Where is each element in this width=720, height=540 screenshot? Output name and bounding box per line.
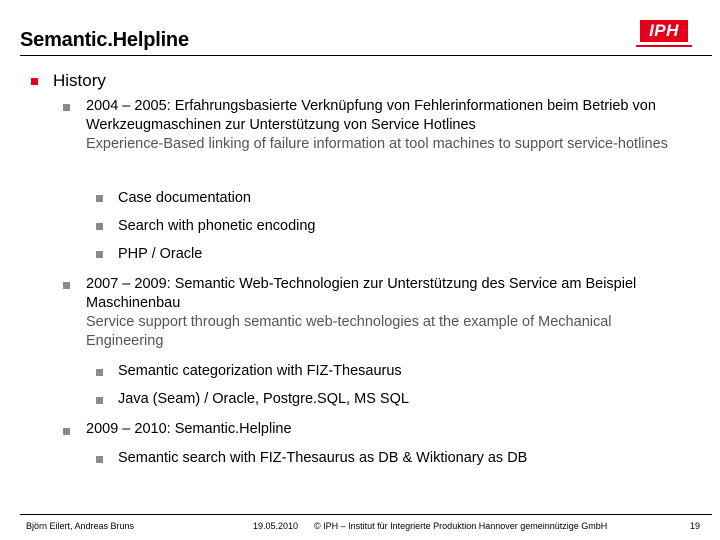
section-title: History (53, 71, 106, 90)
history-item-2-de: 2007 – 2009: Semantic Web-Technologien zur Unterstützung des Service am Beispiel Maschinenbau (86, 276, 637, 311)
history-item-1 (86, 97, 686, 154)
bullet-square-icon (96, 456, 103, 463)
title-rule (20, 55, 712, 56)
bullet-square-icon (63, 428, 70, 435)
footer-date: 19.05.2010 (253, 521, 299, 531)
bullet-square-icon (63, 282, 70, 289)
bullet-square-icon (96, 397, 103, 404)
logo-underline (636, 45, 692, 47)
subitem: Semantic categorization with FIZ-Thesaurus (118, 363, 402, 379)
bullet-square-icon (96, 369, 103, 376)
history-item-1-de: 2004 – 2005: Erfahrungsbasierte Verknüpfung von Fehlerinformationen beim Betrieb von Werkzeugmaschinen zur Unterstützung von Service Hotlines (86, 98, 656, 133)
footer-rule (20, 514, 712, 515)
history-item-2 (86, 275, 686, 351)
bullet-square-icon (31, 78, 38, 85)
footer-copyright: © IPH – Institut für Integrierte Produktion Hannover gemeinnützige GmbH (314, 521, 608, 531)
slide-title: Semantic.Helpline (20, 29, 189, 51)
subitem: Java (Seam) / Oracle, Postgre.SQL, MS SQL (118, 391, 409, 407)
subitem: Case documentation (118, 190, 251, 206)
iph-logo: IPH (640, 20, 688, 42)
history-item-3-de: 2009 – 2010: Semantic.Helpline (86, 421, 292, 437)
bullet-square-icon (96, 251, 103, 258)
history-item-1-en: Experience-Based linking of failure information at tool machines to support service-hotlines (86, 136, 668, 152)
subitem: Search with phonetic encoding (118, 218, 316, 234)
footer-authors: Björn Eilert, Andreas Bruns (26, 521, 135, 531)
bullet-square-icon (96, 195, 103, 202)
bullet-square-icon (63, 104, 70, 111)
subitem: PHP / Oracle (118, 246, 203, 262)
subitem: Semantic search with FIZ-Thesaurus as DB & Wiktionary as DB (118, 450, 528, 466)
history-item-3 (86, 420, 686, 439)
bullet-square-icon (96, 223, 103, 230)
history-item-2-en: Service support through semantic web-technologies at the example of Mechanical Engineering (86, 314, 612, 349)
footer-page-number: 19 (690, 521, 701, 531)
